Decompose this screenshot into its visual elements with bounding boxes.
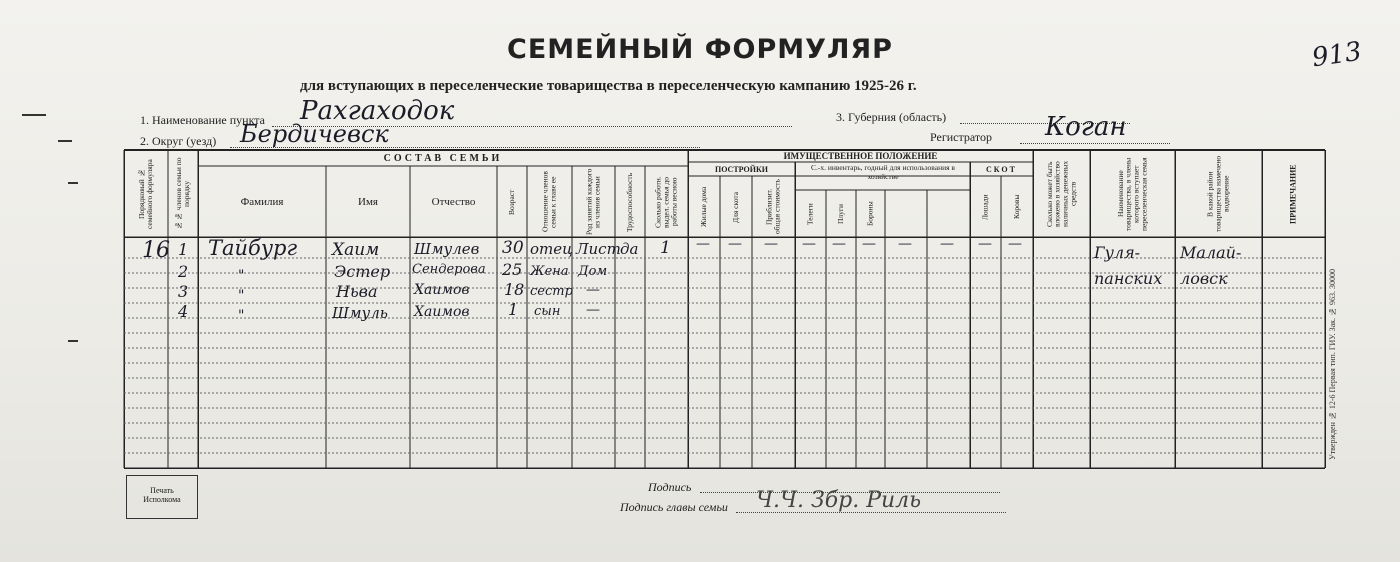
row1-age: 30: [502, 238, 524, 258]
row1-name: Хаим: [332, 240, 380, 260]
row4-occupation: —: [586, 302, 600, 318]
header-relation: Отношение членов семьи к главе ее: [540, 171, 558, 233]
row3-age: 18: [504, 280, 525, 299]
header-group-property: ИМУЩЕСТВЕННОЕ ПОЛОЖЕНИЕ: [783, 151, 938, 161]
row3-patronymic: Хаимов: [414, 282, 470, 298]
row2-name: Эстер: [334, 262, 391, 281]
row1-patronymic: Шмулев: [414, 240, 480, 258]
row1-dash-horses: —: [978, 236, 992, 252]
row3-name: Ньва: [336, 282, 378, 301]
header-col-member: №№ членов семьи по порядку: [174, 157, 191, 231]
row1-relation: отец: [530, 240, 573, 258]
header-years-work: Сколько работн. выдел. семья до работы весною: [653, 176, 679, 228]
row1-dash-cattle: —: [728, 236, 742, 252]
head-signature-value: Ч.Ч. Збр. Риль: [756, 488, 922, 513]
row1-num: 16: [142, 238, 170, 263]
head-signature-label: Подпись главы семьи: [620, 500, 728, 514]
row2-patronymic: Сендерова: [412, 262, 486, 277]
row2-occupation: Дом: [578, 264, 608, 279]
header-name: Имя: [358, 196, 378, 208]
partnership-value: Гуля-панских: [1094, 243, 1163, 288]
registrar-value: Коган: [1045, 112, 1127, 142]
side-print: Утвержден № 12-6 Первая тип. ГИУ. Зак. № 963. 30000: [1328, 268, 1337, 460]
district-value: Малай-ловск: [1180, 243, 1242, 288]
row4-name: Шмуль: [332, 304, 388, 322]
row4-patronymic: Хаимов: [414, 304, 470, 320]
row1-dash-col8: —: [898, 236, 912, 252]
corner-note: 913: [1310, 36, 1364, 74]
row4-surname: ": [238, 308, 245, 324]
header-ability: Трудоспособность: [625, 172, 635, 232]
row1-surname: Тайбург: [208, 236, 298, 260]
header-patronymic: Отчество: [431, 196, 476, 208]
row2-age: 25: [502, 260, 523, 279]
margin-mark: [22, 114, 46, 116]
signature-label: Подпись: [648, 480, 692, 494]
header-remarks: ПРИМЕЧАНИЕ: [1288, 164, 1298, 224]
margin-mark: [68, 182, 78, 184]
header-partnership: Наименование товарищества, в члены которого вступает переселенческая семья: [1115, 157, 1149, 231]
field2-value: Бердичевск: [240, 120, 389, 148]
header-harrows: Бороны: [865, 201, 875, 227]
field3-label: 3. Губерния (область): [836, 110, 947, 124]
row3-surname: ": [238, 288, 245, 304]
header-carts: Телеги: [805, 203, 815, 225]
stamp-line1: Печать: [150, 486, 174, 495]
row1-years: 1: [660, 238, 671, 258]
header-group-buildings: ПОСТРОЙКИ: [715, 165, 768, 174]
row1-occupation: Лист: [576, 240, 621, 258]
row2-relation: Жена: [530, 264, 569, 279]
header-cows: Коровы: [1012, 194, 1022, 220]
registrar-label: Регистратор: [930, 130, 993, 144]
row2-member: 2: [178, 262, 189, 281]
header-surname: Фамилия: [240, 196, 284, 208]
header-col-num: Порядковый № семейного формуляра: [137, 159, 154, 229]
row4-member: 4: [178, 302, 189, 321]
header-cash: Сколько может быть вложено в хозяйство наличных денежных средств: [1044, 160, 1078, 228]
margin-mark: [58, 140, 72, 142]
stamp-line2: Исполкома: [143, 495, 181, 504]
row1-dash-cows: —: [1008, 236, 1022, 252]
row3-relation: сестр: [530, 284, 573, 299]
row1-dash-ploughs: —: [832, 236, 846, 252]
field1-value: Рахгаходок: [300, 96, 455, 126]
form-subtitle: для вступающих в переселенческие товарищества в переселенческую кампанию 1925-26 г.: [300, 78, 917, 94]
field1-label: 1. Наименование пункта: [140, 113, 265, 127]
row3-member: 3: [178, 282, 189, 301]
row4-relation: сын: [534, 304, 561, 319]
header-group-family: СОСТАВ СЕМЬИ: [383, 153, 503, 164]
row1-member: 1: [178, 240, 189, 259]
header-group-livestock: СКОТ: [986, 165, 1017, 174]
row4-age: 1: [508, 300, 519, 319]
row1-dash-value: —: [764, 236, 778, 252]
header-cattle: Для скота: [731, 191, 741, 223]
form-title: СЕМЕЙНЫЙ ФОРМУЛЯР: [507, 34, 893, 65]
row1-ability: да: [620, 240, 639, 258]
header-group-inventory: С.-х. инвентарь, годный для использования в хозяйстве: [811, 163, 955, 181]
header-district: В какой район товарищества намечено водворение: [1205, 155, 1231, 233]
header-value: Приблизит. общая стоимость: [764, 179, 782, 235]
margin-mark: [68, 340, 78, 342]
row1-dash-carts: —: [802, 236, 816, 252]
header-horses: Лошади: [980, 194, 990, 220]
header-living: Жилые дома: [699, 186, 709, 228]
header-occupation: Род занятий каждого из членов семьи: [584, 168, 602, 236]
field2-label: 2. Округ (уезд): [140, 134, 217, 148]
row2-surname: ": [238, 268, 245, 284]
row1-dash-harrows: —: [862, 236, 876, 252]
row1-dash-col9: —: [940, 236, 954, 252]
stamp-box: [126, 475, 198, 519]
header-ploughs: Плуги: [836, 204, 846, 224]
row3-occupation: —: [586, 282, 600, 298]
row1-dash-living: —: [696, 236, 710, 252]
header-age: Возраст: [507, 189, 517, 215]
